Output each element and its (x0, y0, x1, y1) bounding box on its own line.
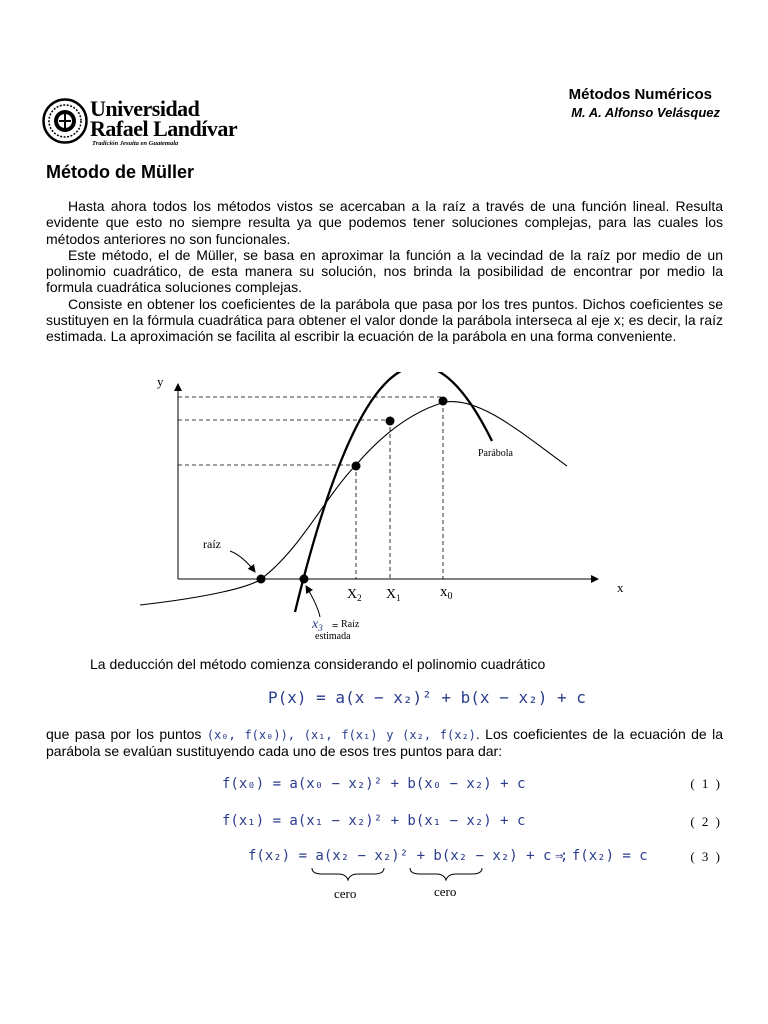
zero-label-1: cero (334, 886, 357, 901)
equation-2: f(x₁) = a(x₁ − x₂)² + b(x₁ − x₂) + c (222, 813, 526, 829)
formula-polynomial: P(x) = a(x − x₂)² + b(x − x₂) + c (268, 688, 586, 707)
equation-3-implication: ⇒ f(x₂) = c (555, 848, 648, 864)
x-axis-label: x (617, 580, 624, 595)
point-root (257, 575, 266, 584)
university-logo (42, 96, 242, 152)
x3-dash: = (332, 620, 339, 632)
point-x3 (300, 575, 309, 584)
paragraph-3: Consiste en obtener los coeficientes de la parábola que pasa por los tres puntos. Dichos coeficientes se sustituyen en la fórmula cuadrática para obtener el valor donde la parábola interseca al eje x; es decir, la raíz estimada. La aproximación se facilita al escribir la ecuación de la parábola en una forma conveniente. (46, 295, 723, 345)
brace-2 (410, 868, 482, 880)
x2-tick-label: $X_2$ (347, 587, 362, 603)
x3-arrow (306, 586, 320, 617)
x1-tick-label: $X_1$ (386, 587, 401, 603)
points-inline: (x₀, f(x₀)), (x₁, f(x₁) y (x₂, f(x₂) (206, 728, 476, 742)
logo-line-1: Universidad (90, 96, 200, 121)
point-x0 (439, 397, 448, 406)
x0-tick-label: $x_0$ (440, 584, 453, 602)
logo-line-2: Rafael Landívar (90, 116, 238, 141)
parabola-curve (295, 372, 492, 612)
deduction-intro: La deducción del método comienza considerando el polinomio cuadrático (90, 656, 546, 672)
x3-label: $x_3$ (312, 617, 323, 633)
y-axis-label: y (157, 374, 164, 389)
point-x2 (352, 462, 361, 471)
muller-diagram (140, 372, 640, 647)
course-title: Métodos Numéricos (568, 86, 712, 103)
x3-desc-1: Raíz (341, 619, 360, 630)
paragraph-2: Este método, el de Müller, se basa en aproximar la función a la vecindad de la raíz por medio de un polinomio cuadrático, de esta manera su solución, nos brinda la posibilidad de encontrar por medio la formula cuadrática soluciones complejas. (46, 246, 723, 296)
page-title: Método de Müller (46, 162, 194, 182)
logo-tagline: Tradición Jesuita en Guatemala (92, 140, 179, 147)
equation-number-3: ( 3 ) (690, 849, 722, 864)
x3-desc-2: estimada (315, 631, 351, 642)
point-x1 (386, 417, 395, 426)
equation-number-2: ( 2 ) (690, 814, 722, 829)
parabola-label: Parábola (478, 448, 513, 459)
root-label: raíz (203, 537, 221, 551)
paragraph-1: Hasta ahora todos los métodos vistos se acercaban a la raíz a través de una función lineal. Resulta evidente que esto no siempre resulta ya que podemos tener soluciones complejas, para las cuales los métodos anteriores no son funcionales. (46, 198, 723, 247)
points-text: que pasa por los puntos (x₀, f(x₀)), (x₁, f(x₁) y (x₂, f(x₂). Los coeficientes de la ecuación de la parábola se evalúan sustituyendo cada uno de esos tres puntos para dar: (46, 726, 723, 760)
page-header (569, 86, 720, 122)
root-arrow (230, 551, 255, 572)
equation-number-1: ( 1 ) (690, 776, 722, 791)
university-seal-icon (42, 98, 88, 144)
brace-1 (312, 868, 384, 880)
body-text (46, 198, 723, 345)
equation-3: f(x₂) = a(x₂ − x₂)² + b(x₂ − x₂) + c ; (248, 848, 569, 864)
zero-label-2: cero (434, 884, 457, 899)
equation-1: f(x₀) = a(x₀ − x₂)² + b(x₀ − x₂) + c (222, 776, 526, 792)
zero-braces (300, 866, 500, 906)
course-author: M. A. Alfonso Velásquez (571, 105, 720, 120)
